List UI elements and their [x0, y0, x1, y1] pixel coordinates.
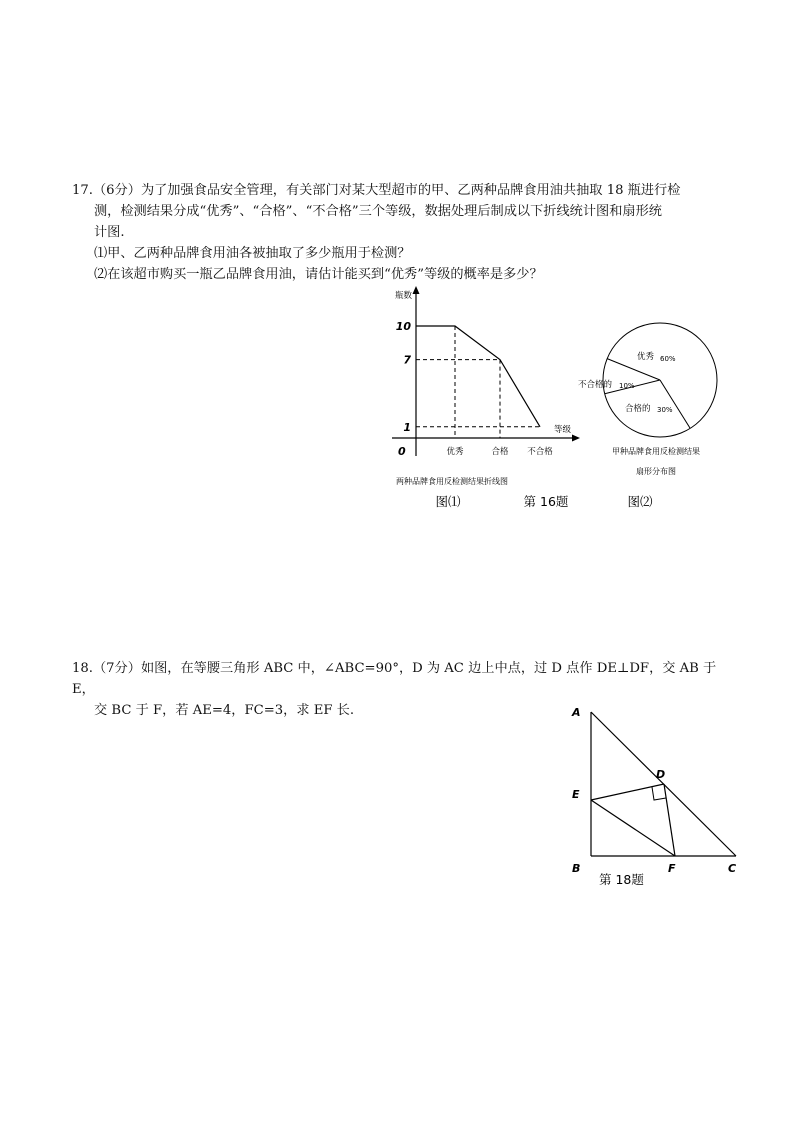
- x-tick-label: 优秀: [446, 447, 464, 457]
- line-chart-title: 两种品牌食用反检测结果折线图: [396, 477, 508, 486]
- q17-sub-1: ⑴甲、乙两种品牌食用油各被抽取了多少瓶用于检测？: [94, 246, 411, 261]
- y-axis-label: 瓶数: [395, 291, 413, 301]
- label-C: C: [728, 862, 737, 875]
- x-axis-label: 等级: [554, 425, 572, 435]
- label-A: A: [572, 706, 581, 719]
- q18-line-2: 交 BC 于 F，若 AE=4，FC=3，求 EF 长.: [94, 703, 355, 718]
- pie-chart-title: 甲种品牌食用反检测结果: [612, 447, 700, 456]
- segment-EF: [591, 800, 675, 856]
- y-tick-label: 10: [395, 320, 411, 333]
- label-E: E: [572, 788, 580, 801]
- label-B: B: [572, 862, 581, 875]
- origin-label: 0: [398, 445, 406, 458]
- y-tick-label: 1: [403, 420, 411, 434]
- x-tick-label: 合格: [491, 447, 509, 457]
- pie-chart-subtitle: 扇形分布图: [636, 467, 676, 476]
- q17-score: （6分）: [92, 183, 141, 198]
- q17-number: 17.: [72, 183, 93, 198]
- right-angle-mark: [652, 787, 666, 800]
- pie-label-fail: 不合格的: [578, 380, 613, 390]
- label-D: D: [656, 768, 666, 781]
- q17-line-2: 测，检测结果分成“优秀”、“合格”、“不合格”三个等级，数据处理后制成以下折线统计图和扇形统: [94, 204, 662, 219]
- pie-label-pass: 合格的: [625, 404, 651, 414]
- segment-DF: [664, 784, 675, 856]
- pie-percent-excellent: 60%: [660, 355, 676, 363]
- caption-problem-16: 第 16题: [523, 494, 569, 509]
- q18-score: （7分）: [92, 661, 141, 676]
- q18-number: 18.: [72, 661, 93, 676]
- y-tick-label: 7: [403, 353, 411, 367]
- q17-sub-2: ⑵在该超市购买一瓶乙品牌食用油，请估计能买到“优秀”等级的概率是多少？: [94, 267, 543, 282]
- caption-fig1: 图⑴: [435, 494, 461, 509]
- q18-text-1: 如图，在等腰三角形 ABC 中，∠ABC=90°，D 为 AC 边上中点，过 D 点作 DE⊥DF，交 AB 于 E，: [72, 661, 717, 697]
- pie-label-excellent: 优秀: [637, 352, 655, 362]
- q17-line-3: 计图.: [94, 225, 125, 240]
- caption-problem-18: 第 18题: [599, 872, 644, 887]
- caption-fig2: 图⑵: [627, 494, 653, 509]
- pie-percent-pass: 30%: [657, 406, 673, 414]
- label-F: F: [668, 862, 676, 875]
- q17-text-1: 为了加强食品安全管理，有关部门对某大型超市的甲、乙两种品牌食用油共抽取 18 瓶进行检: [140, 183, 681, 198]
- x-tick-label: 不合格: [527, 447, 553, 457]
- pie-percent-fail: 10%: [619, 382, 635, 390]
